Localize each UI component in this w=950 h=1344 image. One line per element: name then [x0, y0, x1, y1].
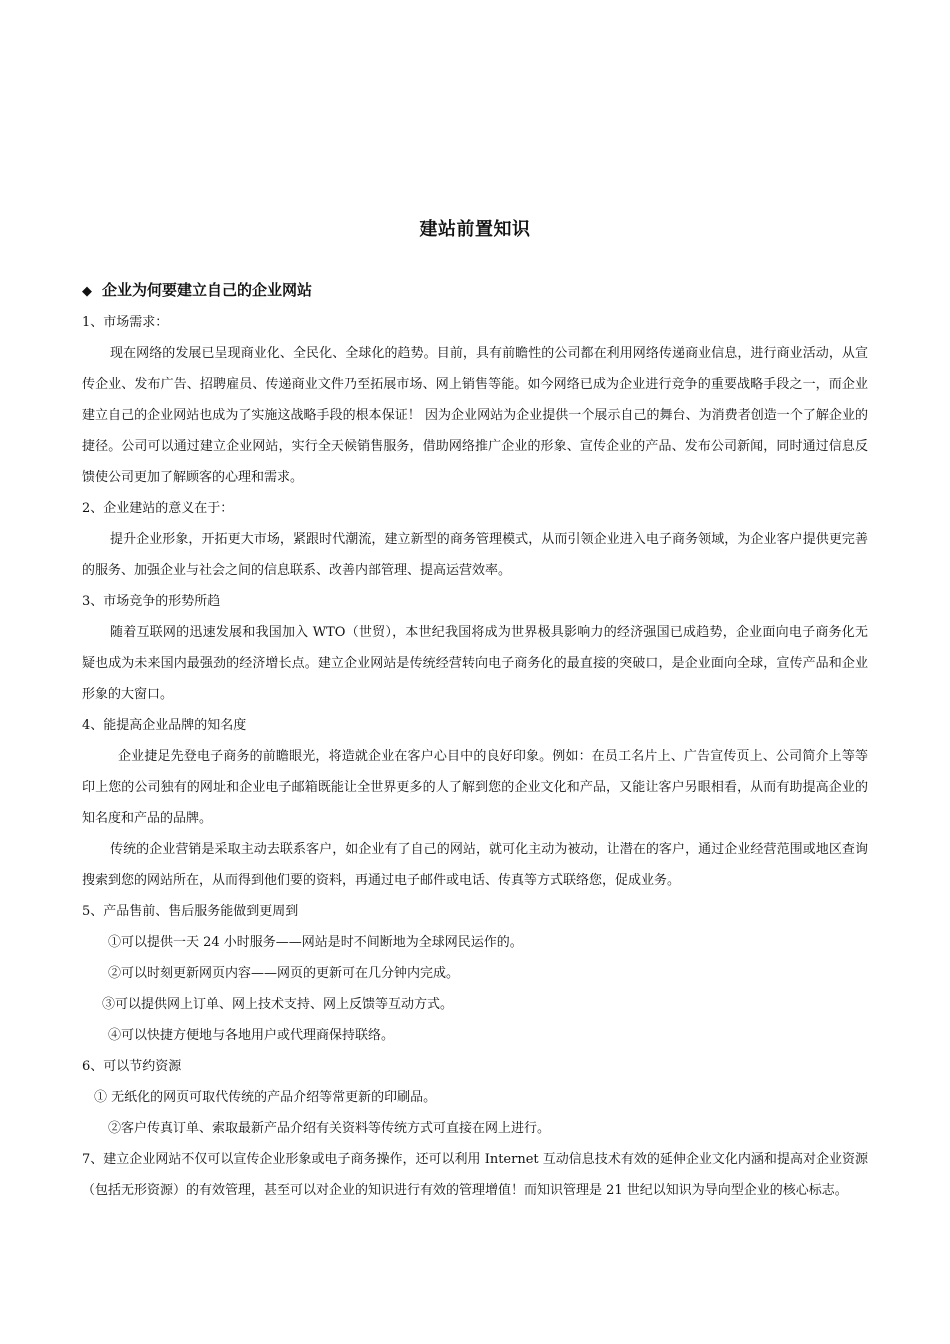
document-body — [82, 277, 868, 1206]
item-5-sub-2: ②可以时刻更新网页内容——网页的更新可在几分钟内完成。 — [108, 966, 460, 981]
item-6-heading: 6、可以节约资源 — [82, 1059, 182, 1074]
item-1-body: 现在网络的发展已呈现商业化、全民化、全球化的趋势。目前，具有前瞻性的公司都在利用网络传递商业信息，进行商业活动，从宣传企业、发布广告、招聘雇员、传递商业文件乃至拓展市场、网上销售等能。如今网络已成为企业进行竞争的重要战略手段之一，而企业建立自己的企业网站也成为了实施这战略手段的根本保证！ 因为企业网站为企业提供一个展示自己的舞台、为消费者创造一个了解企业的捷径。公司可以通过建立企业网站，实行全天候销售服务，借助网络推广企业的形象、宣传企业的产品、发布公司新闻，同时通过信息反馈使公司更加了解顾客的心理和需求。 — [82, 346, 868, 485]
diamond-bullet-icon: ◆ — [82, 284, 92, 299]
item-5-sub-3: ③可以提供网上订单、网上技术支持、网上反馈等互动方式。 — [102, 997, 454, 1012]
item-5-sub-1: ①可以提供一天 24 小时服务——网站是时不间断地为全球网民运作的。 — [108, 935, 523, 950]
item-5-heading: 5、产品售前、售后服务能做到更周到 — [82, 904, 299, 919]
item-3-body: 随着互联网的迅速发展和我国加入 WTO（世贸），本世纪我国将成为世界极具影响力的经济强国已成趋势，企业面向电子商务化无疑也成为未来国内最强劲的经济增长点。建立企业网站是传统经营转向电子商务化的最直接的突破口，是企业面向全球，宣传产品和企业形象的大窗口。 — [82, 625, 868, 702]
item-2-heading: 2、企业建站的意义在于： — [82, 501, 234, 516]
item-4-body-2: 传统的企业营销是采取主动去联系客户，如企业有了自己的网站，就可化主动为被动，让潜在的客户，通过企业经营范围或地区查询搜索到您的网站所在，从而得到他们要的资料，再通过电子邮件或电话、传真等方式联络您，促成业务。 — [82, 842, 868, 888]
section-heading-text: 企业为何要建立自己的企业网站 — [102, 281, 313, 299]
item-3-heading: 3、市场竞争的形势所趋 — [82, 594, 221, 609]
section-heading — [82, 277, 868, 305]
item-6-sub-2: ②客户传真订单、索取最新产品介绍有关资料等传统方式可直接在网上进行。 — [108, 1121, 551, 1136]
item-7-body: 7、建立企业网站不仅可以宣传企业形象或电子商务操作，还可以利用 Internet 互动信息技术有效的延伸企业文化内涵和提高对企业资源（包括无形资源）的有效管理，甚至可以对企业的知识进行有效的管理增值！而知识管理是 21 世纪以知识为导向型企业的核心标志。 — [82, 1152, 868, 1198]
item-6-sub-1: ① 无纸化的网页可取代传统的产品介绍等常更新的印刷品。 — [94, 1090, 437, 1105]
item-2-body: 提升企业形象，开拓更大市场，紧跟时代潮流，建立新型的商务管理模式，从而引领企业进入电子商务领域，为企业客户提供更完善的服务、加强企业与社会之间的信息联系、改善内部管理、提高运营效率。 — [82, 532, 868, 578]
item-1-heading: 1、市场需求： — [82, 315, 169, 330]
item-4-heading: 4、能提高企业品牌的知名度 — [82, 718, 247, 733]
page-title: 建站前置知识 — [419, 219, 531, 240]
item-5-sub-4: ④可以快捷方便地与各地用户或代理商保持联络。 — [108, 1028, 395, 1043]
item-4-body-1: 企业捷足先登电子商务的前瞻眼光，将造就企业在客户心目中的良好印象。例如：在员工名片上、广告宣传页上、公司简介上等等印上您的公司独有的网址和企业电子邮箱既能让全世界更多的人了解到您的企业文化和产品，又能让客户另眼相看，从而有助提高企业的知名度和产品的品牌。 — [82, 749, 868, 826]
